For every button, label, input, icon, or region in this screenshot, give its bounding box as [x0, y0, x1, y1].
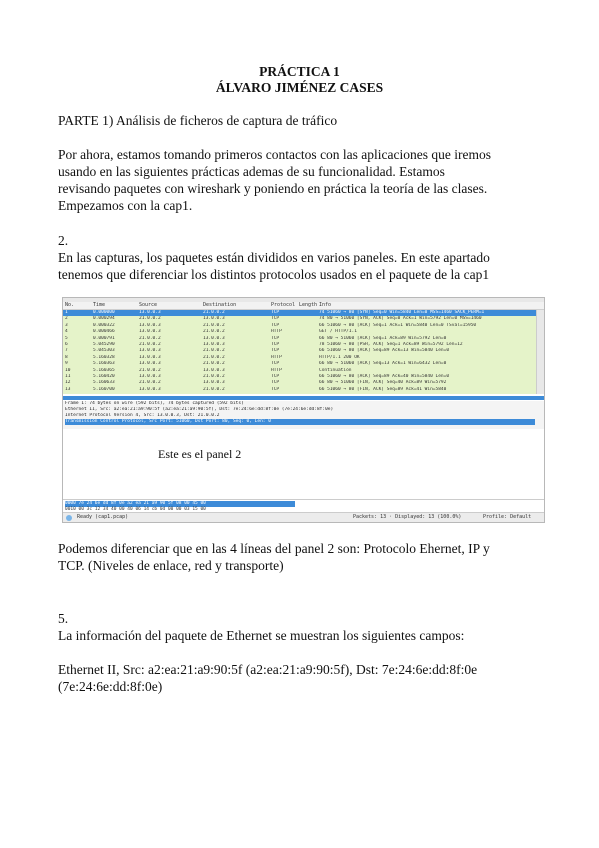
packet-cell-src: 13.0.0.3	[139, 348, 161, 354]
packet-cell-info: 74 80 → 51060 [SYN, ACK] Seq=0 Ack=1 Win=5792 Len=0 MSS=1460	[319, 316, 482, 322]
packet-row	[63, 329, 544, 335]
packet-cell-time: 0.000791	[93, 335, 115, 341]
part-heading-text: PARTE 1) Análisis de ficheros de captura de tráfico	[58, 113, 338, 128]
packet-cell-info: HTTP/1.1 200 OK	[319, 354, 360, 360]
packet-cell-info: GET / HTTP/1.1	[319, 329, 357, 335]
packet-cell-time: 0.000466	[93, 329, 115, 335]
packet-cell-proto: HTTP	[271, 329, 282, 335]
question-line: La información del paquete de Ethernet se muestran los siguientes campos:	[58, 628, 465, 643]
question-2	[58, 232, 548, 283]
packet-cell-proto: TCP	[271, 374, 280, 379]
packet-cell-src: 21.0.0.2	[139, 335, 161, 341]
packet-cell-proto: TCP	[271, 361, 280, 367]
packet-cell-no: 12	[65, 380, 71, 386]
packet-cell-info: 66 51060 → 80 [ACK] Seq=89 Ack=13 Win=5840 Len=0	[319, 348, 450, 354]
column-header: Source	[139, 302, 158, 308]
doc-author: ÁLVARO JIMÉNEZ CASES	[215, 80, 384, 95]
intro-line: revisando paquetes con wireshark y poniendo en práctica la teoría de las clases.	[58, 181, 488, 196]
status-bar	[63, 512, 544, 522]
packet-cell-time: 5.045290	[93, 342, 115, 347]
panel-2-label: Este es el panel 2	[158, 447, 242, 461]
intro-line: Por ahora, estamos tomando primeros contactos con las aplicaciones que iremos	[58, 147, 492, 162]
packet-cell-dst: 21.0.0.2	[203, 329, 225, 335]
packet-cell-proto: HTTP	[271, 367, 282, 373]
question-line: tenemos que diferenciar los distintos protocolos usados en el paquete de la cap1	[58, 267, 490, 282]
packet-row	[63, 316, 544, 322]
packet-cell-no: 6	[65, 342, 68, 347]
bytes-line: 0010 00 3c 12 34 40 00 40 06 14 cb 0d 00 00 03 15 00	[65, 507, 206, 512]
panel-2-area	[63, 429, 544, 499]
packet-cell-time: 5.045303	[93, 348, 115, 354]
packet-cell-no: 10	[65, 367, 71, 373]
packet-cell-info: Continuation	[319, 367, 352, 373]
packet-cell-proto: HTTP	[271, 354, 282, 360]
packet-details-pane	[63, 401, 544, 429]
packet-cell-dst: 21.0.0.2	[203, 361, 225, 367]
answer-line: Podemos diferenciar que en las 4 líneas del panel 2 son: Protocolo Ehernet, IP y	[58, 541, 490, 556]
packet-cell-no: 2	[65, 316, 68, 322]
status-profile: Profile: Default	[483, 514, 532, 520]
packet-cell-info: 66 51060 → 80 [FIN, ACK] Seq=89 Ack=41 Win=5840	[319, 386, 447, 392]
packet-row	[63, 323, 544, 329]
ethernet-line: Ethernet II, Src: a2:ea:21:a9:90:5f (a2:ea:21:a9:90:5f), Dst: 7e:24:6e:dd:8f:0e	[58, 662, 478, 677]
packet-row	[63, 336, 544, 342]
packet-cell-info: 66 80 → 51060 [ACK] Seq=13 Ack=1 Win=6432 Len=0	[319, 361, 447, 367]
packet-cell-src: 21.0.0.2	[139, 316, 161, 322]
packet-cell-src: 21.0.0.2	[139, 342, 161, 347]
detail-line: Internet Protocol Version 4, Src: 13.0.0.3, Dst: 21.0.0.2	[65, 413, 220, 418]
packet-cell-proto: TCP	[271, 322, 280, 328]
packet-cell-time: 5.160328	[93, 354, 115, 360]
packet-cell-dst: 13.0.0.3	[203, 342, 225, 347]
packet-cell-info: 66 80 → 51060 [ACK] Seq=1 Ack=89 Win=5792 Len=0	[319, 335, 447, 341]
packet-cell-proto: TCP	[271, 342, 280, 347]
packet-cell-proto: TCP	[271, 316, 280, 322]
packet-cell-proto: TCP	[271, 348, 280, 354]
packet-cell-info: 74 51060 → 80 [SYN] Seq=0 Win=5840 Len=0 MSS=1460 SACK_PERM=1	[319, 310, 485, 315]
packet-cell-info: 66 80 → 51060 [FIN, ACK] Seq=40 Ack=89 Win=5792	[319, 380, 447, 386]
packet-list-header	[63, 302, 544, 310]
intro-line: usando en las siguientes prácticas ademas de su funcionalidad. Estamos	[58, 164, 445, 179]
bytes-line: 0000 7e 24 6e dd 8f 0e a2 ea 21 a9 90 5f 08 00 45 00	[65, 501, 295, 507]
column-header: Time	[93, 302, 106, 308]
packet-cell-dst: 21.0.0.2	[203, 322, 225, 328]
packet-cell-info: 66 51060 → 80 [ACK] Seq=1 Ack=1 Win=5840 Len=0 TSval=15950	[319, 322, 477, 328]
packet-cell-src: 13.0.0.3	[139, 310, 161, 315]
packet-row	[63, 342, 544, 348]
answer-line: TCP. (Niveles de enlace, red y transporte)	[58, 558, 284, 573]
packet-cell-src: 13.0.0.3	[139, 329, 161, 335]
question-number: 2.	[58, 233, 69, 248]
question-line: En las capturas, los paquetes están divididos en varios paneles. En este apartado	[58, 250, 490, 265]
packet-cell-proto: TCP	[271, 310, 280, 315]
packet-cell-proto: TCP	[271, 335, 280, 341]
packet-cell-no: 11	[65, 374, 71, 379]
ethernet-fields	[58, 661, 548, 695]
packet-row	[63, 374, 544, 380]
packet-cell-time: 5.160633	[93, 380, 115, 386]
packet-cell-src: 21.0.0.2	[139, 367, 161, 373]
packet-cell-src: 13.0.0.3	[139, 374, 161, 379]
packet-cell-time: 5.160420	[93, 374, 115, 379]
packet-cell-time: 0.000000	[93, 310, 115, 315]
packet-cell-no: 5	[65, 335, 68, 341]
packet-cell-time: 5.160700	[93, 386, 115, 392]
packet-cell-dst: 13.0.0.3	[203, 316, 225, 322]
status-left: Ready (cap1.pcap)	[77, 514, 129, 520]
intro-paragraph	[58, 146, 548, 214]
packet-cell-dst: 21.0.0.2	[203, 310, 225, 315]
question-number: 5.	[58, 611, 69, 626]
packet-list-scrollbar	[536, 310, 544, 394]
packet-cell-time: 5.160363	[93, 361, 115, 367]
packet-cell-src: 13.0.0.3	[139, 354, 161, 360]
column-header: No.	[65, 302, 75, 308]
packet-cell-dst: 13.0.0.3	[203, 335, 225, 341]
column-header: Protocol	[271, 302, 296, 308]
ethernet-line: (7e:24:6e:dd:8f:0e)	[58, 679, 163, 694]
packet-cell-dst: 21.0.0.2	[203, 374, 225, 379]
packet-cell-no: 1	[65, 310, 68, 315]
packet-cell-dst: 13.0.0.3	[203, 380, 225, 386]
packet-cell-no: 13	[65, 386, 71, 392]
part-heading	[58, 112, 548, 129]
packet-cell-src: 21.0.0.2	[139, 380, 161, 386]
wireshark-screenshot	[62, 297, 545, 523]
packet-row	[63, 380, 544, 386]
packet-cell-dst: 21.0.0.2	[203, 386, 225, 392]
detail-line: Frame 1: 74 bytes on wire (592 bits), 74 bytes captured (592 bits)	[65, 401, 244, 406]
status-right: Packets: 13 · Displayed: 13 (100.0%)	[353, 514, 462, 520]
packet-cell-no: 9	[65, 361, 68, 367]
packet-cell-no: 3	[65, 322, 68, 328]
packet-cell-no: 4	[65, 329, 68, 335]
doc-title: PRÁCTICA 1	[259, 64, 340, 79]
packet-cell-src: 13.0.0.3	[139, 361, 161, 367]
packet-cell-info: 78 51060 → 80 [PSH, ACK] Seq=1 Ack=89 Win=5792 Len=12	[319, 342, 463, 347]
packet-row	[63, 368, 544, 374]
column-header: Destination	[203, 302, 237, 308]
packet-cell-proto: TCP	[271, 380, 280, 386]
column-header: Info	[319, 302, 332, 308]
packet-cell-dst: 13.0.0.3	[203, 367, 225, 373]
after-image-paragraph	[58, 540, 548, 574]
question-5	[58, 610, 548, 644]
column-header: Length	[299, 302, 318, 308]
packet-cell-src: 13.0.0.3	[139, 322, 161, 328]
detail-line: Ethernet II, Src: a2:ea:21:a9:90:5f (a2:ea:21:a9:90:5f), Dst: 7e:24:6e:dd:8f:0e (7e:24:6e:dd:8f:0e)	[65, 407, 334, 412]
packet-cell-proto: TCP	[271, 386, 280, 392]
packet-cell-no: 7	[65, 348, 68, 354]
packet-cell-no: 8	[65, 354, 68, 360]
packet-cell-src: 13.0.0.3	[139, 386, 161, 392]
detail-line-selected: Transmission Control Protocol, Src Port: 51060, Dst Port: 80, Seq: 0, Len: 0	[65, 419, 535, 425]
pane-divider	[63, 396, 544, 400]
packet-cell-dst: 21.0.0.2	[203, 348, 225, 354]
packet-list	[63, 310, 544, 394]
packet-row	[63, 355, 544, 361]
packet-row	[63, 387, 544, 393]
intro-line: Empezamos con la cap1.	[58, 198, 193, 213]
packet-cell-dst: 21.0.0.2	[203, 354, 225, 360]
packet-row	[63, 348, 544, 354]
packet-row	[63, 310, 544, 316]
packet-cell-time: 5.160365	[93, 367, 115, 373]
packet-cell-time: 0.000294	[93, 316, 115, 322]
packet-cell-time: 0.000322	[93, 322, 115, 328]
packet-cell-info: 66 51060 → 80 [ACK] Seq=89 Ack=40 Win=5840 Len=0	[319, 374, 450, 379]
packet-row	[63, 361, 544, 367]
